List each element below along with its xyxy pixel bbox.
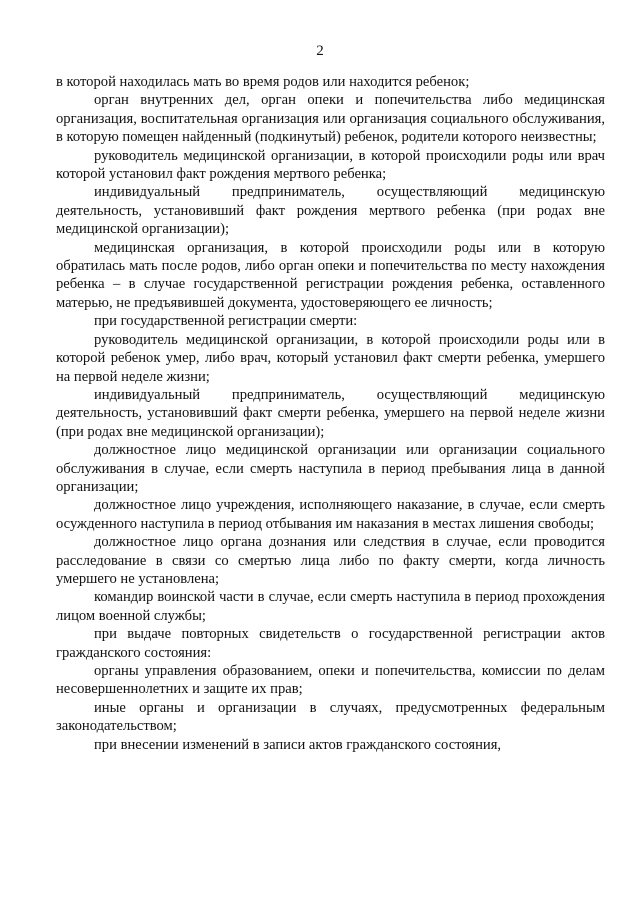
page-number: 2	[316, 43, 324, 59]
paragraph: должностное лицо учреждения, исполняющего наказание, в случае, если смерть осужденного наступила в период отбывания им наказания в местах лишения свободы;	[56, 497, 605, 532]
paragraph: индивидуальный предприниматель, осуществляющий медицинскую деятельность, установивший факт рождения мертвого ребенка (при родах вне медицинской организации);	[56, 184, 605, 238]
paragraph: руководитель медицинской организации, в которой происходили роды или врач которой установил факт рождения мертвого ребенка;	[56, 147, 605, 183]
paragraph: должностное лицо медицинской организации или организации социального обслуживания в случае, если смерть наступила в период пребывания лица в данной организации;	[56, 442, 605, 495]
paragraph: командир воинской части в случае, если смерть наступила в период прохождения лицом военной службы;	[56, 589, 605, 624]
section-heading: при выдаче повторных свидетельств о государственной регистрации актов гражданского состояния:	[56, 626, 605, 661]
paragraph: орган внутренних дел, орган опеки и попечительства либо медицинская организация, воспитательная организация или организация социального обслуживания, в которую помещен найденный (подкинутый) ребенок, родители которого неизвестны;	[56, 92, 605, 146]
paragraph: в которой находилась мать во время родов или находится ребенок;	[56, 74, 470, 90]
section-heading: при государственной регистрации смерти:	[94, 313, 358, 330]
document-body	[56, 73, 605, 754]
paragraph: руководитель медицинской организации, в которой происходили роды или в которой ребенок умер, либо врач, который установил факт смерти ребенка, умершего на первой неделе жизни;	[56, 331, 605, 385]
section-heading: при внесении изменений в записи актов гражданского состояния,	[94, 736, 502, 753]
paragraph: иные органы и организации в случаях, предусмотренных федеральным законодательством;	[56, 699, 605, 735]
paragraph: органы управления образованием, опеки и попечительства, комиссии по делам несовершеннолетних и защите их прав;	[56, 663, 605, 698]
paragraph: медицинская организация, в которой происходили роды или в которую обратилась мать после родов, либо орган опеки и попечительства по месту нахождения ребенка – в случае государственной регистрации рождения ребенка, оставленного матерью, не предъявившей документа, удостоверяющего ее личность;	[56, 239, 605, 311]
paragraph: индивидуальный предприниматель, осуществляющий медицинскую деятельность, установивший факт смерти ребенка, умершего на первой неделе жизни (при родах вне медицинской организации);	[56, 386, 605, 440]
paragraph: должностное лицо органа дознания или следствия в случае, если проводится расследование в связи со смертью лица либо по факту смерти, когда личность умершего не установлена;	[56, 534, 605, 587]
